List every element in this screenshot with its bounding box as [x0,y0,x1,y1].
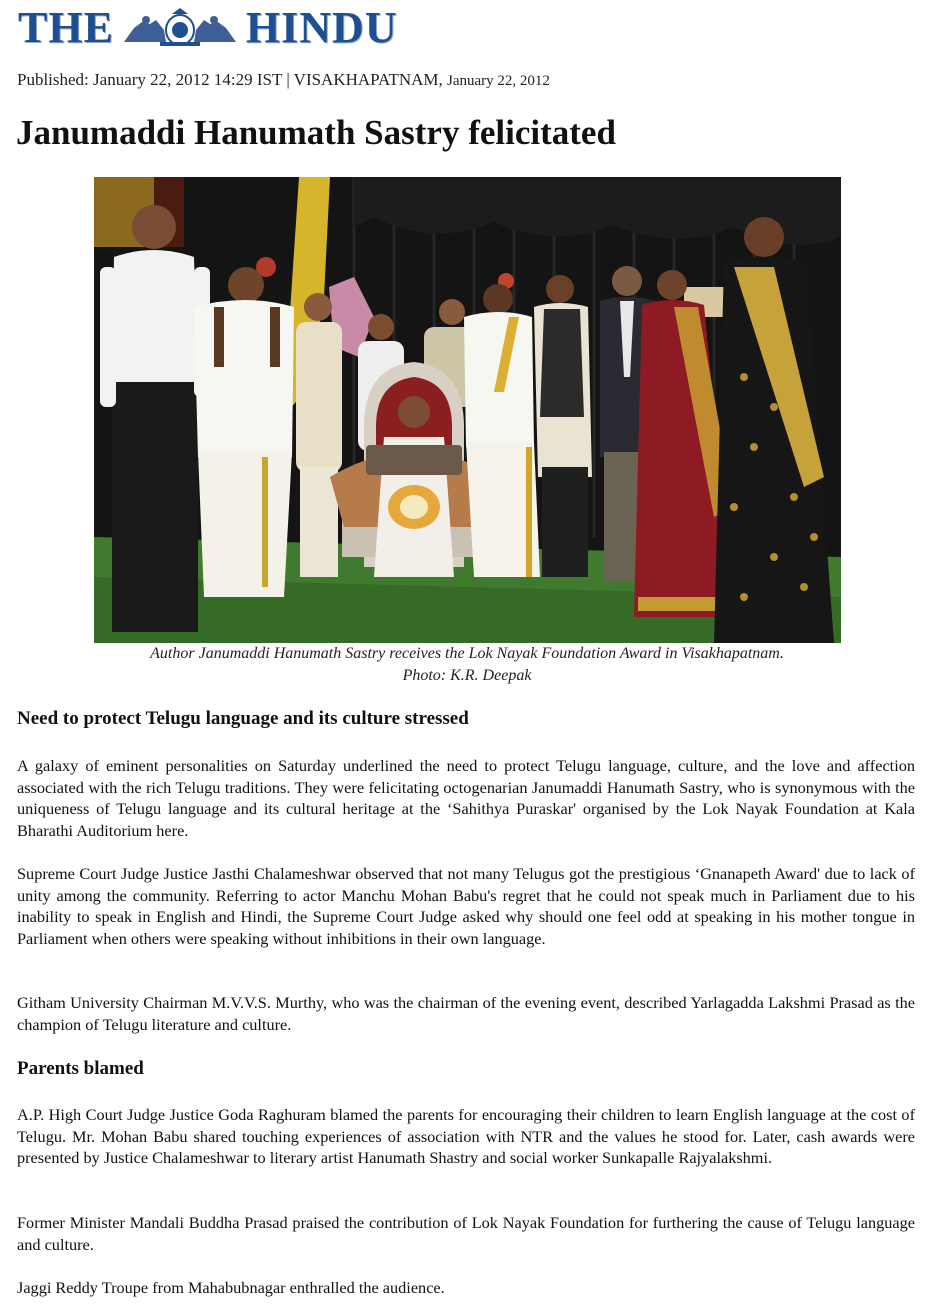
caption-text: Author Janumaddi Hanumath Sastry receives the Lok Nayak Foundation Award in Visakhapatnam. [150,645,784,662]
subhead-protect-telugu: Need to protect Telugu language and its culture stressed [17,708,469,729]
paragraph-2: Supreme Court Judge Justice Jasthi Chalameshwar observed that not many Telugus got the prestigious ‘Gnanapeth Award' due to lack of unity among the community. Referring to actor Manchu Mohan Babu's regret that he could not speak much in Parliament due to his inability to speak in English and Hindi, the Supreme Court Judge asked why should one feel odd at speaking in his mother tongue in Parliament when others were speaking without inhibitions in their own language. [17,864,915,948]
photo-caption [0,643,934,687]
dateline: January 22, 2012 [447,73,550,89]
paragraph-3: Githam University Chairman M.V.V.S. Murthy, who was the chairman of the evening event, described Yarlagadda Lakshmi Prasad as the champion of Telugu literature and culture. [17,993,915,1034]
published-line: Published: January 22, 2012 14:29 IST | VISAKHAPATNAM, [17,70,443,89]
masthead-hindu: HINDU [245,3,398,52]
paragraph-5: Former Minister Mandali Buddha Prasad praised the contribution of Lok Nayak Foundation for furthering the cause of Telugu language and culture. [17,1213,915,1254]
article-photo [94,177,841,643]
masthead [18,3,398,52]
photo-credit: Photo: K.R. Deepak [402,667,532,684]
subhead-parents-blamed: Parents blamed [17,1058,144,1079]
paragraph-1: A galaxy of eminent personalities on Saturday underlined the need to protect Telugu language, culture, and the love and affection associated with the rich Telugu traditions. They were felicitating octogenarian Janumaddi Hanumath Sastry, who is synonymous with the uniqueness of Telugu language and its cultural heritage at the ‘Sahithya Puraskar' organised by the Lok Nayak Foundation at Kala Bharathi Auditorium here. [17,756,915,840]
byline [17,70,550,90]
paragraph-6: Jaggi Reddy Troupe from Mahabubnagar enthralled the audience. [17,1278,445,1297]
masthead-the: THE [18,3,114,52]
hindu-emblem-icon [120,8,240,48]
paragraph-4: A.P. High Court Judge Justice Goda Raghuram blamed the parents for encouraging their children to learn English language at the cost of Telugu. Mr. Mohan Babu shared touching experiences of association with NTR and the values he stood for. Later, cash awards were presented by Justice Chalameshwar to literary artist Hanumath Shastry and social worker Sunkapalle Rajyalakshmi. [17,1105,915,1167]
felicitation-photo-illustration [94,177,841,643]
article-headline: Janumaddi Hanumath Sastry felicitated [16,113,616,152]
